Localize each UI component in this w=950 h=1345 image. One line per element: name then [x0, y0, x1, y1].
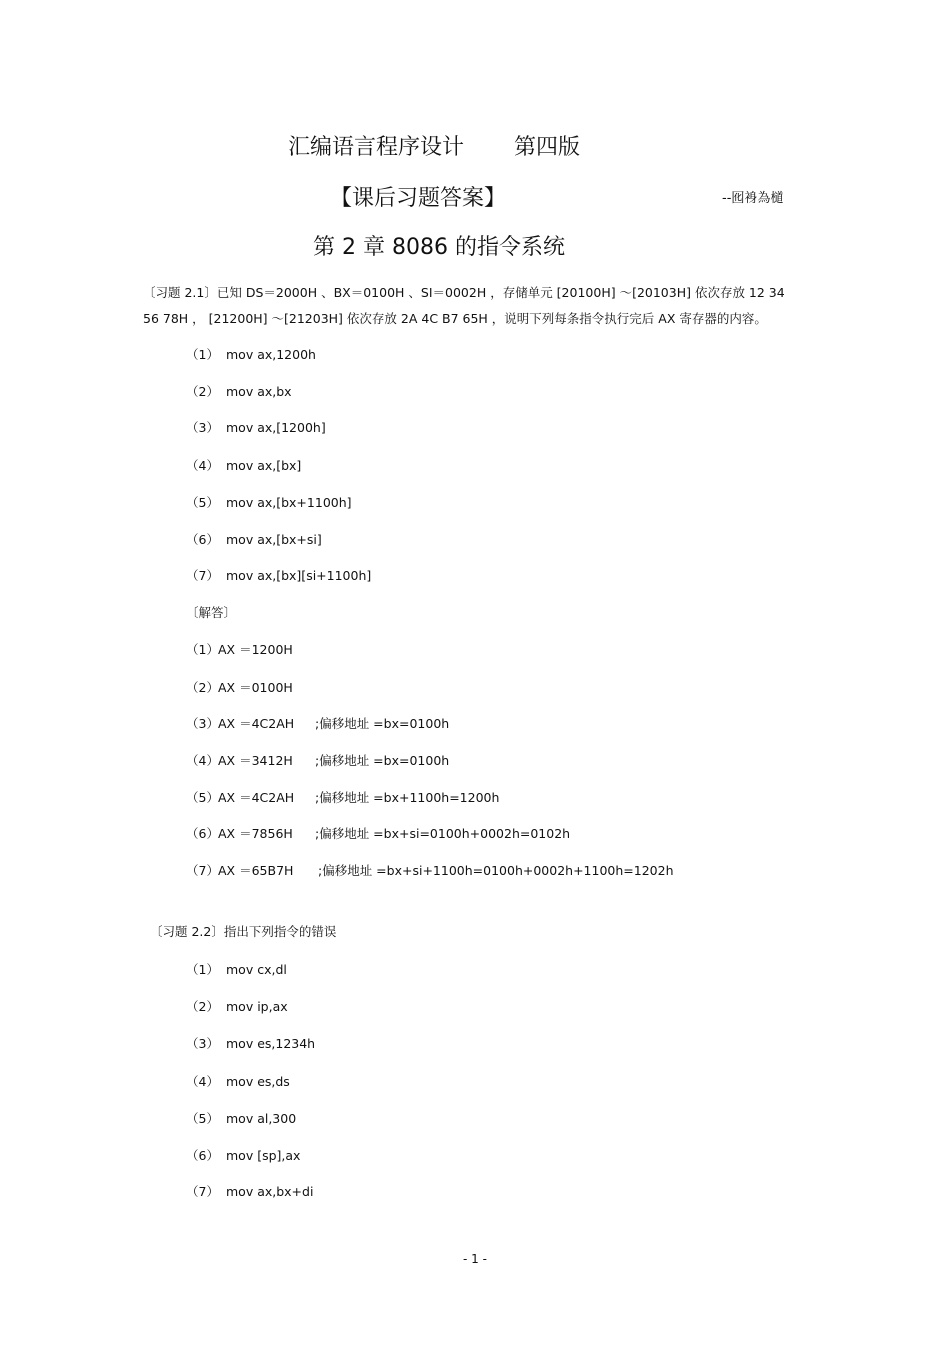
- chapter-heading: 第 2 章 8086 的指令系统: [313, 235, 565, 260]
- list-item: （1） mov ax,1200h: [186, 347, 316, 362]
- author-note: --囮裑為檤: [722, 191, 784, 206]
- list-item: （3） mov es,1234h: [186, 1036, 316, 1051]
- list-item: （6） mov [sp],ax: [186, 1148, 301, 1163]
- list-item: （3） mov ax,[1200h]: [186, 420, 326, 435]
- list-item: （5） mov ax,[bx+1100h]: [186, 495, 352, 510]
- answer-item: （4）AX ＝3412H ;偏移地址 =bx=0100h: [186, 753, 450, 768]
- answer-item: （5）AX ＝4C2AH ;偏移地址 =bx+1100h=1200h: [186, 790, 500, 805]
- list-item: （5） mov al,300: [186, 1111, 297, 1126]
- answer-label: 〔解答〕: [186, 605, 237, 620]
- answer-item: （7）AX ＝65B7H ;偏移地址 =bx+si+1100h=0100h+0002h+1100h=1202h: [186, 863, 674, 878]
- answer-item: （2）AX ＝0100H: [186, 680, 293, 695]
- page-number: - 1 -: [463, 1252, 487, 1266]
- list-item: （4） mov es,ds: [186, 1074, 290, 1089]
- answer-item: （6）AX ＝7856H ;偏移地址 =bx+si=0100h+0002h=0102h: [186, 826, 571, 841]
- exercise-2-1-statement-line2: 56 78H ， [21200H] ～[21203H] 依次存放 2A 4C B7 65H ，说明下列每条指令执行完后 AX 寄存器的内容。: [143, 311, 767, 326]
- list-item: （4） mov ax,[bx]: [186, 458, 302, 473]
- title-edition: 第四版: [514, 135, 581, 160]
- list-item: （1） mov cx,dl: [186, 962, 287, 977]
- title-main: 汇编语言程序设计: [288, 135, 465, 160]
- answer-item: （3）AX ＝4C2AH ;偏移地址 =bx=0100h: [186, 716, 450, 731]
- list-item: （2） mov ax,bx: [186, 384, 292, 399]
- document-title: [288, 130, 580, 161]
- exercise-2-1-statement-line1: 〔习题 2.1〕已知 DS＝2000H 、BX＝0100H 、SI＝0002H ，存储单元 [20100H] ～[20103H] 依次存放 12 34: [143, 285, 785, 300]
- document-subtitle: 【课后习题答案】: [330, 186, 507, 211]
- list-item: （2） mov ip,ax: [186, 999, 288, 1014]
- list-item: （6） mov ax,[bx+si]: [186, 532, 322, 547]
- answer-item: （1）AX ＝1200H: [186, 642, 293, 657]
- list-item: （7） mov ax,bx+di: [186, 1184, 314, 1199]
- list-item: （7） mov ax,[bx][si+1100h]: [186, 568, 372, 583]
- exercise-2-2-statement: 〔习题 2.2〕指出下列指令的错误: [150, 924, 337, 939]
